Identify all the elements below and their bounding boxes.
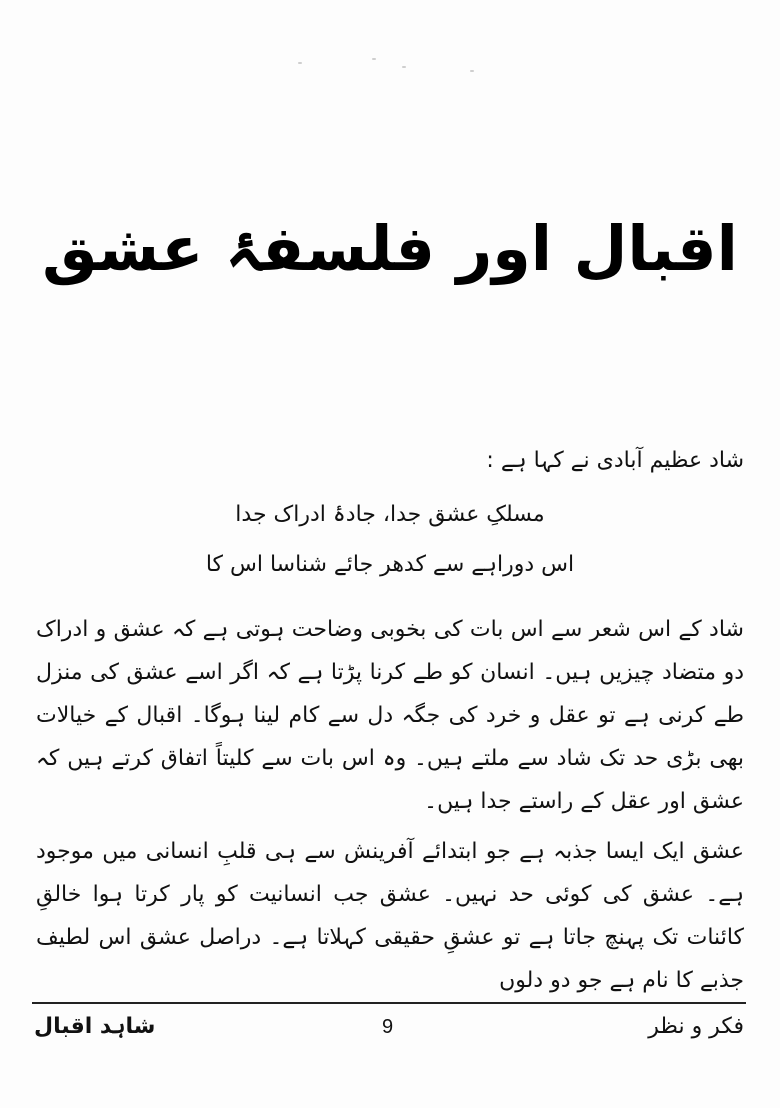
verse-line-1: مسلکِ عشق جدا، جادۂ ادراک جدا: [235, 502, 545, 527]
paragraph-1: شاد کے اس شعر سے اس بات کی بخوبی وضاحت ہوتی ہے کہ عشق و ادراک دو متضاد چیزیں ہیں۔ انسان کو طے کرنا پڑتا ہے کہ اگر اسے عشق کی منزل طے کرنی ہے تو عقل و خرد کی جگہ دل سے کام لینا ہوگا۔ اقبال کے خیالات بھی بڑی حد تک شاد سے ملتے ہیں۔ وہ اس بات سے کلیتاً اتفاق کرتے ہیں کہ عشق اور عقل کے راستے جدا ہیں۔: [36, 617, 744, 814]
paragraph-2: عشق ایک ایسا جذبہ ہے جو ابتدائے آفرینش سے ہی قلبِ انسانی میں موجود ہے۔ عشق کی کوئی حد نہیں۔ عشق جب انسانیت کو پار کرتا ہوا خالقِ کائنات تک پہنچ جاتا ہے تو عشقِ حقیقی کہلاتا ہے۔ دراصل عشق اس لطیف جذبے کا نام ہے جو دو دلوں: [36, 839, 744, 993]
footer-book-title: فکر و نظر: [648, 1014, 744, 1039]
scan-speck: [372, 58, 376, 60]
chapter-title: اقبال اور فلسفۂ عشق: [42, 212, 738, 285]
footer-divider: [32, 1002, 746, 1004]
verse-line-2: اس دوراہے سے کدھر جائے شناسا اس کا: [205, 552, 575, 577]
intro-line: شاد عظیم آبادی نے کہا ہے :: [486, 448, 744, 473]
scan-speck: [402, 66, 406, 68]
scan-speck: [470, 70, 474, 72]
footer-author: شاہد اقبال: [34, 1014, 156, 1039]
scan-speck: [298, 62, 302, 64]
page-number: 9: [382, 1016, 394, 1038]
